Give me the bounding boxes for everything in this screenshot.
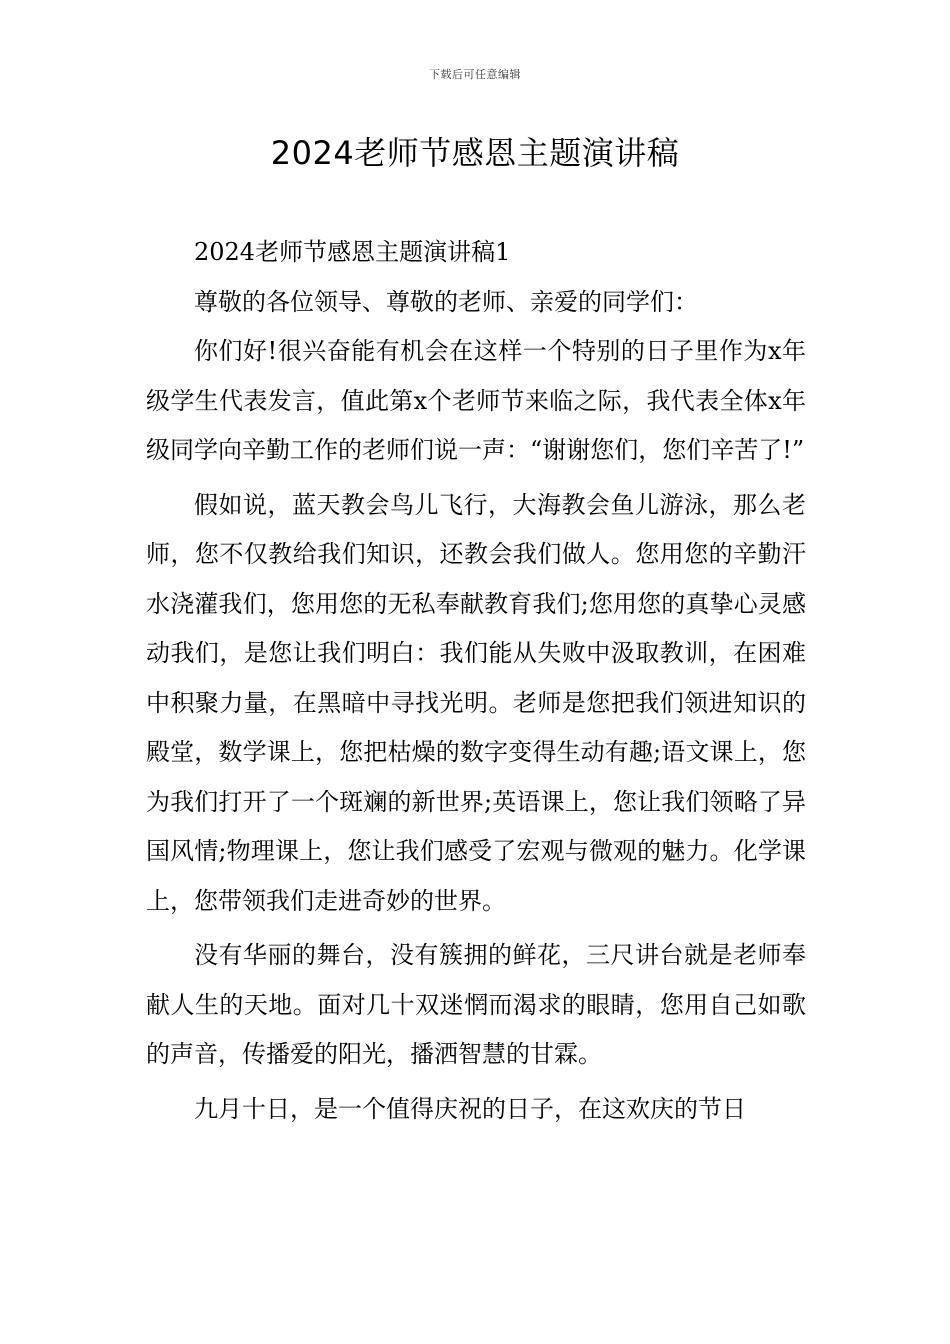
document-title: 2024老师节感恩主题演讲稿: [270, 134, 680, 172]
body-paragraph-greeting: 你们好!很兴奋能有机会在这样一个特别的日子里作为x年级学生代表发言，值此第x个老师节来临之际，我代表全体x年级同学向辛勤工作的老师们说一声：“谢谢您们，您们辛苦了!”: [146, 337, 806, 464]
salutation-paragraph: 尊敬的各位领导、尊敬的老师、亲爱的同学们：: [194, 287, 698, 316]
document-body: [146, 228, 806, 1134]
body-paragraph-podium: 没有华丽的舞台，没有簇拥的鲜花，三尺讲台就是老师奉献人生的天地。面对几十双迷惘而渴求的眼睛，您用自己如歌的声音，传播爱的阳光，播洒智慧的甘霖。: [146, 941, 806, 1068]
header-note: 下载后可任意编辑: [429, 68, 521, 81]
body-paragraph-teachers: 假如说，蓝天教会鸟儿飞行，大海教会鱼儿游泳，那么老师，您不仅教给我们知识，还教会我们做人。您用您的辛勤汗水浇灌我们，您用您的无私奉献教育我们;您用您的真挚心灵感动我们，是您让我们明白：我们能从失败中汲取教训，在困难中积聚力量，在黑暗中寻找光明。老师是您把我们领进知识的殿堂，数学课上，您把枯燥的数字变得生动有趣;语文课上，您为我们打开了一个斑斓的新世界;英语课上，您让我们领略了异国风情;物理课上，您让我们感受了宏观与微观的魅力。化学课上，您带领我们走进奇妙的世界。: [146, 490, 806, 915]
section-heading: 2024老师节感恩主题演讲稿1: [194, 238, 511, 266]
body-paragraph-september: 九月十日，是一个值得庆祝的日子，在这欢庆的节日: [194, 1094, 746, 1123]
